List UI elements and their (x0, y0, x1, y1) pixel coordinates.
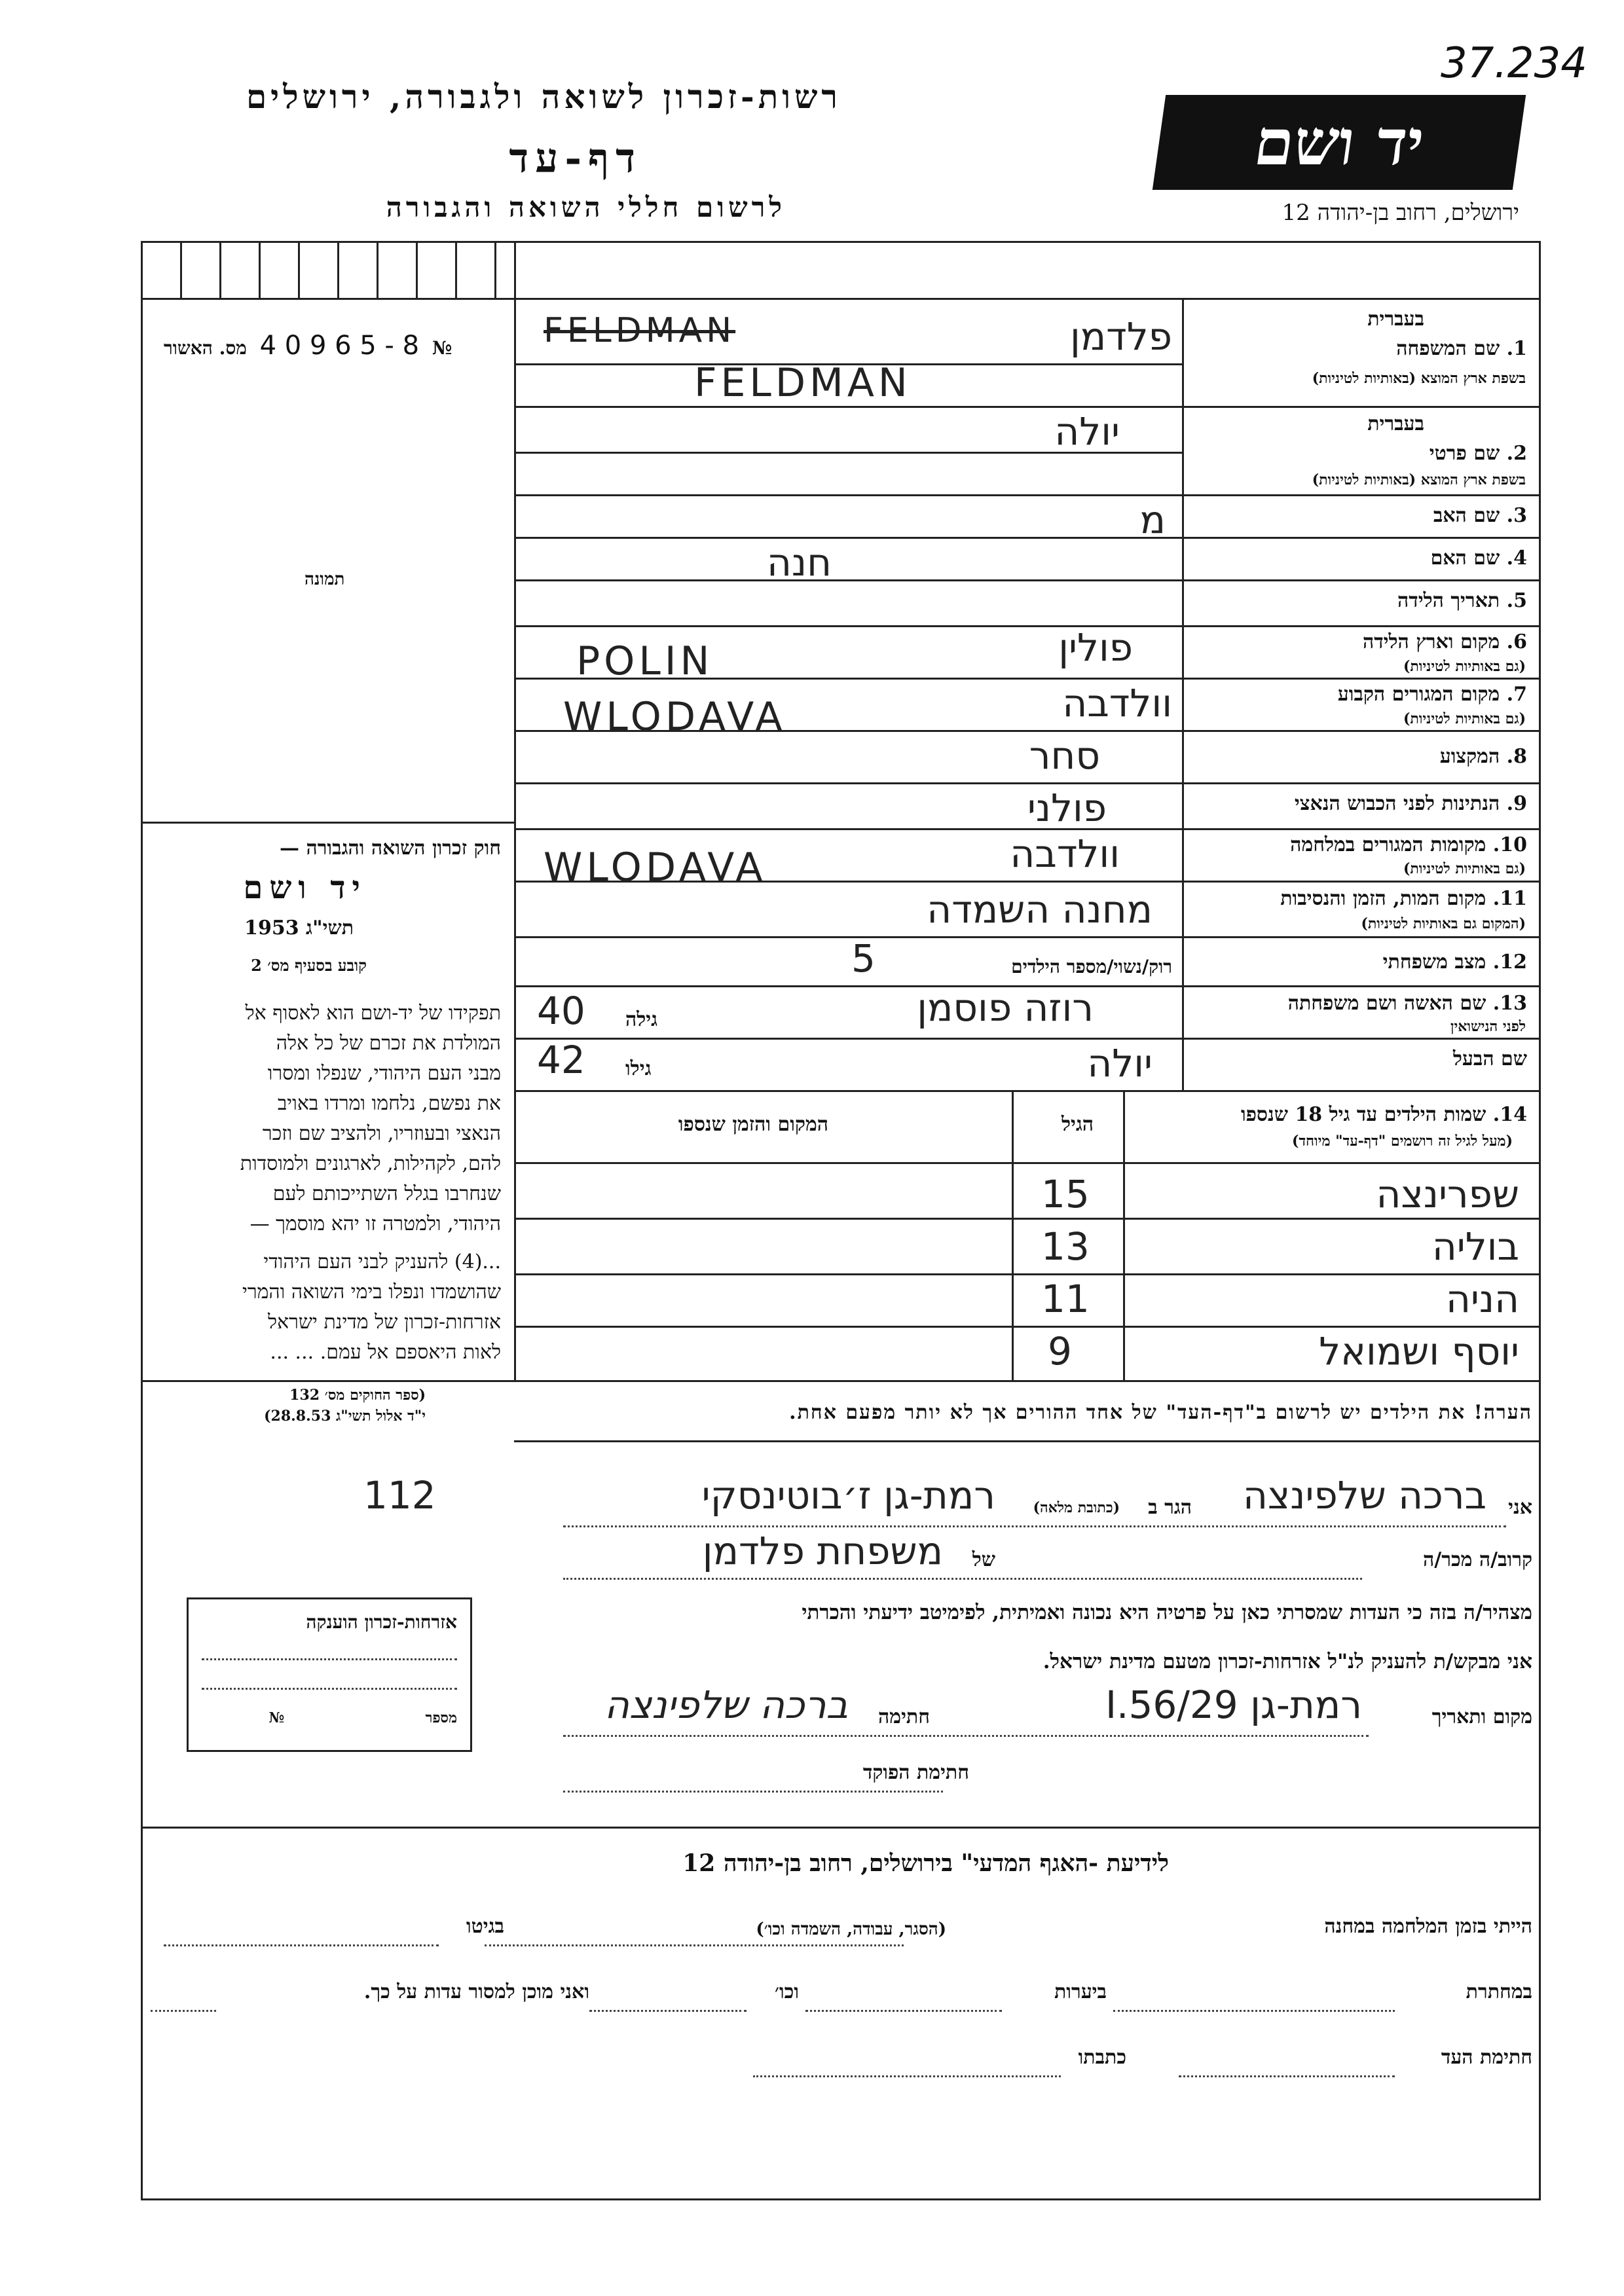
decl-statement: מצהיר/ה בזה כי העדות שמסרתי כאן על פרטיה היא נכונה ואמיתית, לפימיטב ידיעתי והכרתי (802, 1601, 1532, 1624)
field-5-label (1397, 589, 1527, 612)
field-4-value[interactable]: חנה (766, 540, 832, 585)
reg-label: מס. האשור (164, 337, 247, 359)
footer-witness-sign-label: חתימת העד (1441, 2046, 1532, 2069)
field-1-label (1396, 337, 1527, 360)
law-line: את נפשם, נלחמו ומרדו באויב (277, 1092, 501, 1115)
decl-relative-label: קרוב/ה מכר/ה (1423, 1548, 1532, 1571)
law-name: יד ושם (243, 869, 367, 906)
field-10-name: מקומות המגורים במלחמה (1290, 833, 1486, 856)
children-label (1241, 1103, 1527, 1126)
field-10-num: 10. (1492, 833, 1527, 856)
form-subtitle: לרשום חללי השואה והגבורה (386, 191, 786, 223)
child-age[interactable]: 13 (1041, 1224, 1090, 1269)
field-7-value-lat[interactable]: WLODAVA (563, 694, 786, 740)
field-6-num: 6. (1506, 630, 1527, 653)
decl-name[interactable]: ברכה שלפינצה (1242, 1473, 1486, 1518)
husband-age[interactable]: 42 (537, 1038, 585, 1082)
law-line: לאות היאספם אל עמם. ... ... (270, 1341, 501, 1364)
law-line: המולדת את זכרם של כל אלה (276, 1032, 501, 1055)
reg-value: 4 0 9 6 5 - 8 (259, 331, 420, 361)
field-8-value[interactable]: סחר (1029, 733, 1100, 778)
law-heading: חוק זכרון השואה והגבורה — (280, 837, 501, 860)
field-13-age[interactable]: 40 (537, 989, 585, 1033)
authority-title: רשות-זכרון לשואה ולגבורה, ירושלים (246, 77, 841, 116)
field-7-label (1338, 683, 1527, 706)
official-signature-label: חתימת הפוקד (862, 1761, 969, 1784)
footer-willing-label: ואני מוכן למסור עדות על כך. (363, 1980, 589, 2003)
field-9-name: הנתינות לפני הכבוש הנאצי (1294, 792, 1500, 815)
field-2-value-heb[interactable]: יולה (1054, 409, 1120, 454)
law-source-1: (ספר החוקים מס׳ 132 (289, 1387, 426, 1404)
field-4-num: 4. (1506, 547, 1527, 570)
field-6-label (1363, 630, 1527, 653)
field-7-value-heb[interactable]: וולדבה (1062, 681, 1172, 725)
decl-request: אני מבקש/ת להעניק לנ"ל אזרחות-זכרון מטעם מדינת ישראל. (1043, 1650, 1532, 1673)
field-7-name: מקום המגורים הקבוע (1337, 683, 1500, 706)
field-6-name: מקום וארץ הלידה (1362, 630, 1500, 653)
field-1-value-heb[interactable]: פלדמן (1069, 314, 1172, 359)
field-1-value-struck: FELDMAN (544, 311, 736, 350)
field-3-num: 3. (1506, 504, 1527, 527)
field-11-label (1280, 887, 1527, 910)
field-3-label (1433, 504, 1527, 527)
field-7-num: 7. (1506, 683, 1527, 706)
form-title: דף-עד (509, 134, 642, 182)
reg-number-label (164, 331, 452, 361)
child-age[interactable]: 11 (1041, 1277, 1090, 1321)
field-8-num: 8. (1506, 745, 1527, 768)
decl-signature[interactable]: ברכה שלפינצה (604, 1683, 848, 1727)
field-11-num: 11. (1492, 887, 1527, 910)
field-11-name: מקום המות, הזמן והנסיבות (1280, 887, 1486, 910)
field-4-label (1431, 547, 1527, 570)
field-9-value[interactable]: פולני (1027, 786, 1107, 830)
field-12-label (1383, 951, 1527, 974)
field-2-label (1430, 442, 1527, 465)
footer-ghetto-label: בגיטו (466, 1915, 504, 1938)
children-age-header: הגיל (1061, 1113, 1094, 1136)
field-10-value-heb[interactable]: וולדבה (1010, 831, 1120, 876)
photo-label: תמונה (304, 570, 345, 589)
field-2-num: 2. (1506, 442, 1527, 465)
law-line: ...(4) להעניק לבני העם היהודי (263, 1250, 501, 1273)
child-age[interactable]: 15 (1041, 1172, 1090, 1216)
child-name[interactable]: בוליה (1431, 1224, 1519, 1269)
footer-camp-label: הייתי בזמן המלחמה במחנה (1324, 1915, 1532, 1938)
field-13-label (1288, 992, 1527, 1015)
footer-camp-types: (הסגר, עבודה, השמדה וכו׳) (756, 1920, 946, 1939)
field-13-value[interactable]: רוזה פוסמן (917, 985, 1094, 1030)
footer-forests-label: ביערות (1054, 1980, 1107, 2003)
law-line: היהודי, ולמטרה זו יהא מוסמך — (249, 1212, 501, 1235)
field-2-name: שם פרטי (1429, 442, 1500, 465)
logo-text: יד ושם (1249, 105, 1429, 179)
child-name[interactable]: הניה (1446, 1277, 1519, 1321)
law-line: תפקידו של יד-ושם הוא לאסוף אל (245, 1002, 501, 1025)
footer-address-label: כתבתו (1078, 2046, 1126, 2069)
field-13-age-label: גילה (625, 1008, 658, 1031)
field-12-extra-label: רוק/נשוי/מספר הילדים (1011, 956, 1172, 977)
field-3-value[interactable]: מ (1139, 498, 1166, 542)
field-1-value-lat[interactable]: FELDMAN (694, 360, 912, 406)
decl-place-date-label: מקום ותאריך (1431, 1705, 1532, 1728)
law-line: אזרחות-זכרון של מדינת ישראל (268, 1311, 501, 1334)
law-year: תשי"ג 1953 (244, 917, 354, 939)
field-6-value-lat[interactable]: POLIN (576, 638, 714, 684)
decl-signature-label: חתימה (878, 1705, 930, 1728)
yad-vashem-logo (1153, 95, 1526, 190)
children-sub: (מעל לגיל זה רושמים "דף-עד" מיוחד) (1292, 1133, 1513, 1150)
child-name[interactable]: יוסף ושמואל (1319, 1329, 1519, 1374)
decl-resides: הגר ב (1148, 1496, 1192, 1519)
cert-number-label: מספר (425, 1709, 457, 1726)
field-13-name: שם האשה ושם משפחתה (1287, 992, 1486, 1015)
field-12-children-count[interactable]: 5 (851, 936, 876, 981)
footer-title: לידיעת -האגף המדעי" בירושלים, רחוב בן-יהודה 12 (682, 1850, 1169, 1877)
field-9-num: 9. (1506, 792, 1527, 815)
footer-etc-label: וכו׳ (775, 1980, 799, 2003)
field-11-sub: (המקום גם באותיות לטיניות) (1361, 915, 1526, 932)
archive-number: 37.234 (1441, 39, 1587, 88)
decl-place-date[interactable]: רמת-גן 29/I.56 (1105, 1683, 1362, 1727)
field-11-value[interactable]: מחנה השמדה (927, 887, 1153, 932)
note-text: הערה! את הילדים יש לרשום ב"דף-העד" של אחד ההורים אך לא יותר מפעם אחת. (789, 1401, 1532, 1424)
law-text (160, 998, 501, 1368)
field-8-name: המקצוע (1439, 745, 1500, 768)
law-line: להם, לקהילות, לארגונים ולמוסדות (240, 1152, 501, 1175)
decl-of-label: של (972, 1548, 995, 1571)
field-10-sub: (גם באותיות לטיניות) (1403, 860, 1526, 877)
law-line: הנאצי ובעוזריו, ולהציב שם וזכר (262, 1122, 501, 1145)
field-7-sub: (גם באותיות לטיניות) (1403, 710, 1526, 727)
reg-no-symbol: № (432, 337, 452, 359)
field-3-name: שם האב (1433, 504, 1500, 527)
decl-house-no[interactable]: 112 (363, 1473, 436, 1518)
law-source-2: י"ד אלול תשי"ג 28.8.53) (264, 1408, 426, 1425)
field-12-name: מצב משפחתי (1382, 951, 1486, 974)
law-clause: קובע בסעיף מס׳ 2 (251, 956, 367, 975)
child-age[interactable]: 9 (1048, 1329, 1072, 1374)
field-8-label (1440, 745, 1527, 768)
law-line: מבני העם היהודי, שנפלו ומסרו (267, 1062, 501, 1085)
field-10-value-lat[interactable]: WLODAVA (544, 845, 767, 890)
husband-value[interactable]: יולה (1087, 1041, 1153, 1085)
field-10-label (1290, 833, 1527, 856)
decl-address[interactable]: רמת-גן ז׳בוטינסקי (701, 1473, 995, 1518)
field-4-name: שם האם (1430, 547, 1500, 570)
field-13-sub: לפני הנישואין (1450, 1018, 1526, 1035)
children-place-header: המקום והזמן שנספו (678, 1113, 828, 1136)
field-13-num: 13. (1492, 992, 1527, 1015)
field-6-sub: (גם באותיות לטיניות) (1403, 658, 1526, 675)
cert-title: אזרחות-זכרון הוענקה (306, 1611, 457, 1633)
child-name[interactable]: שפרינצה (1376, 1172, 1519, 1216)
field-12-num: 12. (1492, 951, 1527, 974)
field-1-heb-tag: בעברית (1367, 308, 1424, 331)
law-line: שנחרבו בגלל השתייכותם לעם (272, 1182, 501, 1205)
certificate-box (187, 1597, 472, 1752)
field-2-heb-tag: בעברית (1367, 412, 1424, 435)
decl-prefix: אני (1508, 1496, 1532, 1519)
law-line: שהושמדו ונפלו בימי השואה והמרי (242, 1281, 501, 1303)
footer-underground-label: במחתרת (1466, 1980, 1532, 2003)
field-6-value-heb[interactable]: פולין (1058, 625, 1133, 670)
field-2-sub: בשפת ארץ המוצא (באותיות לטיניות) (1312, 471, 1526, 488)
husband-age-label: גילו (625, 1057, 652, 1080)
field-1-name: שם המשפחה (1396, 337, 1500, 360)
field-9-label (1295, 792, 1527, 815)
cert-no-symbol: № (268, 1709, 285, 1726)
husband-label: שם הבעל (1452, 1048, 1527, 1070)
children-title: שמות הילדים עד גיל 18 שנספו (1240, 1103, 1486, 1126)
children-num: 14. (1492, 1103, 1527, 1126)
field-5-num: 5. (1506, 589, 1527, 612)
decl-address-label: (כתובת מלאה) (1033, 1499, 1120, 1516)
field-5-name: תאריך הלידה (1397, 589, 1500, 612)
address: ירושלים, רחוב בן-יהודה 12 (1282, 200, 1519, 226)
field-1-sub: בשפת ארץ המוצא (באותיות לטיניות) (1312, 370, 1526, 387)
field-1-num: 1. (1506, 337, 1527, 360)
decl-relation[interactable]: משפחת פלדמן (702, 1529, 943, 1573)
